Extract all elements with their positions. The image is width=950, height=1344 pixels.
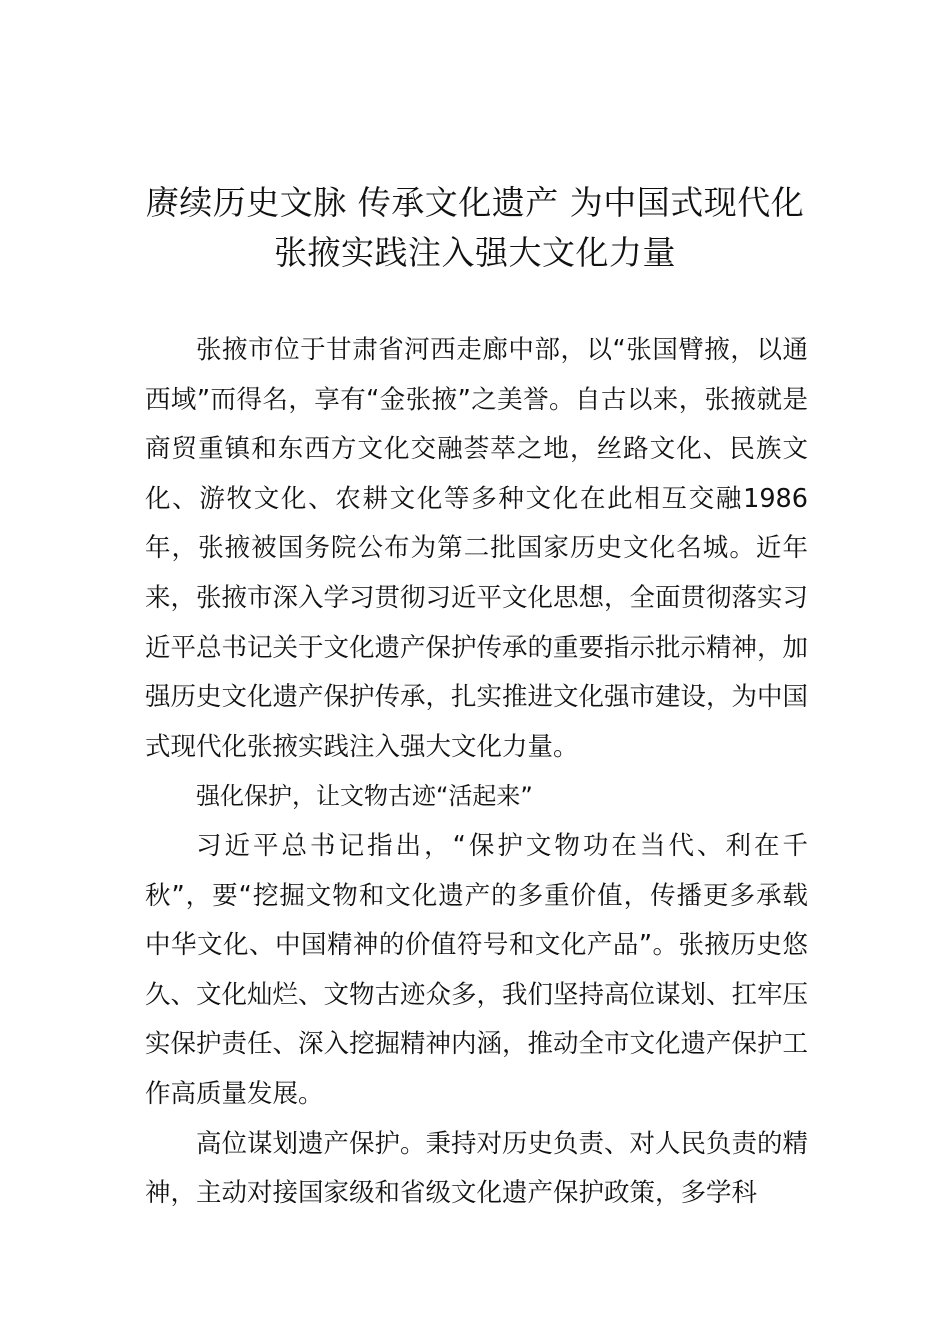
document-body [145,326,808,1219]
paragraph-planning: 高位谋划遗产保护。秉持对历史负责、对人民负责的精神，主动对接国家级和省级文化遗产保护政策，多学科 [145,1128,809,1209]
section-heading: 强化保护，让文物古迹“活起来” [196,782,533,811]
paragraph-quote: 习近平总书记指出，“保护文物功在当代、利在千秋”，要“挖掘文物和文化遗产的多重价值，传播更多承载中华文化、中国精神的价值符号和文化产品”。张掖历史悠久、文化灿烂、文物古迹众多，我们坚持高位谋划、扛牢压实保护责任、深入挖掘精神内涵，推动全市文化遗产保护工作高质量发展。 [145,830,809,1109]
document-title: 赓续历史文脉 传承文化遗产 为中国式现代化张掖实践注入强大文化力量 [145,183,805,272]
paragraph-intro: 张掖市位于甘肃省河西走廊中部，以“张国臂掖，以通西域”而得名，享有“金张掖”之美誉。自古以来，张掖就是商贸重镇和东西方文化交融荟萃之地，丝路文化、民族文化、游牧文化、农耕文化等多种文化在此相互交融1986年，张掖被国务院公布为第二批国家历史文化名城。近年来，张掖市深入学习贯彻习近平文化思想，全面贯彻落实习近平总书记关于文化遗产保护传承的重要指示批示精神，加强历史文化遗产保护传承，扎实推进文化强市建设，为中国式现代化张掖实践注入强大文化力量。 [145,335,809,762]
